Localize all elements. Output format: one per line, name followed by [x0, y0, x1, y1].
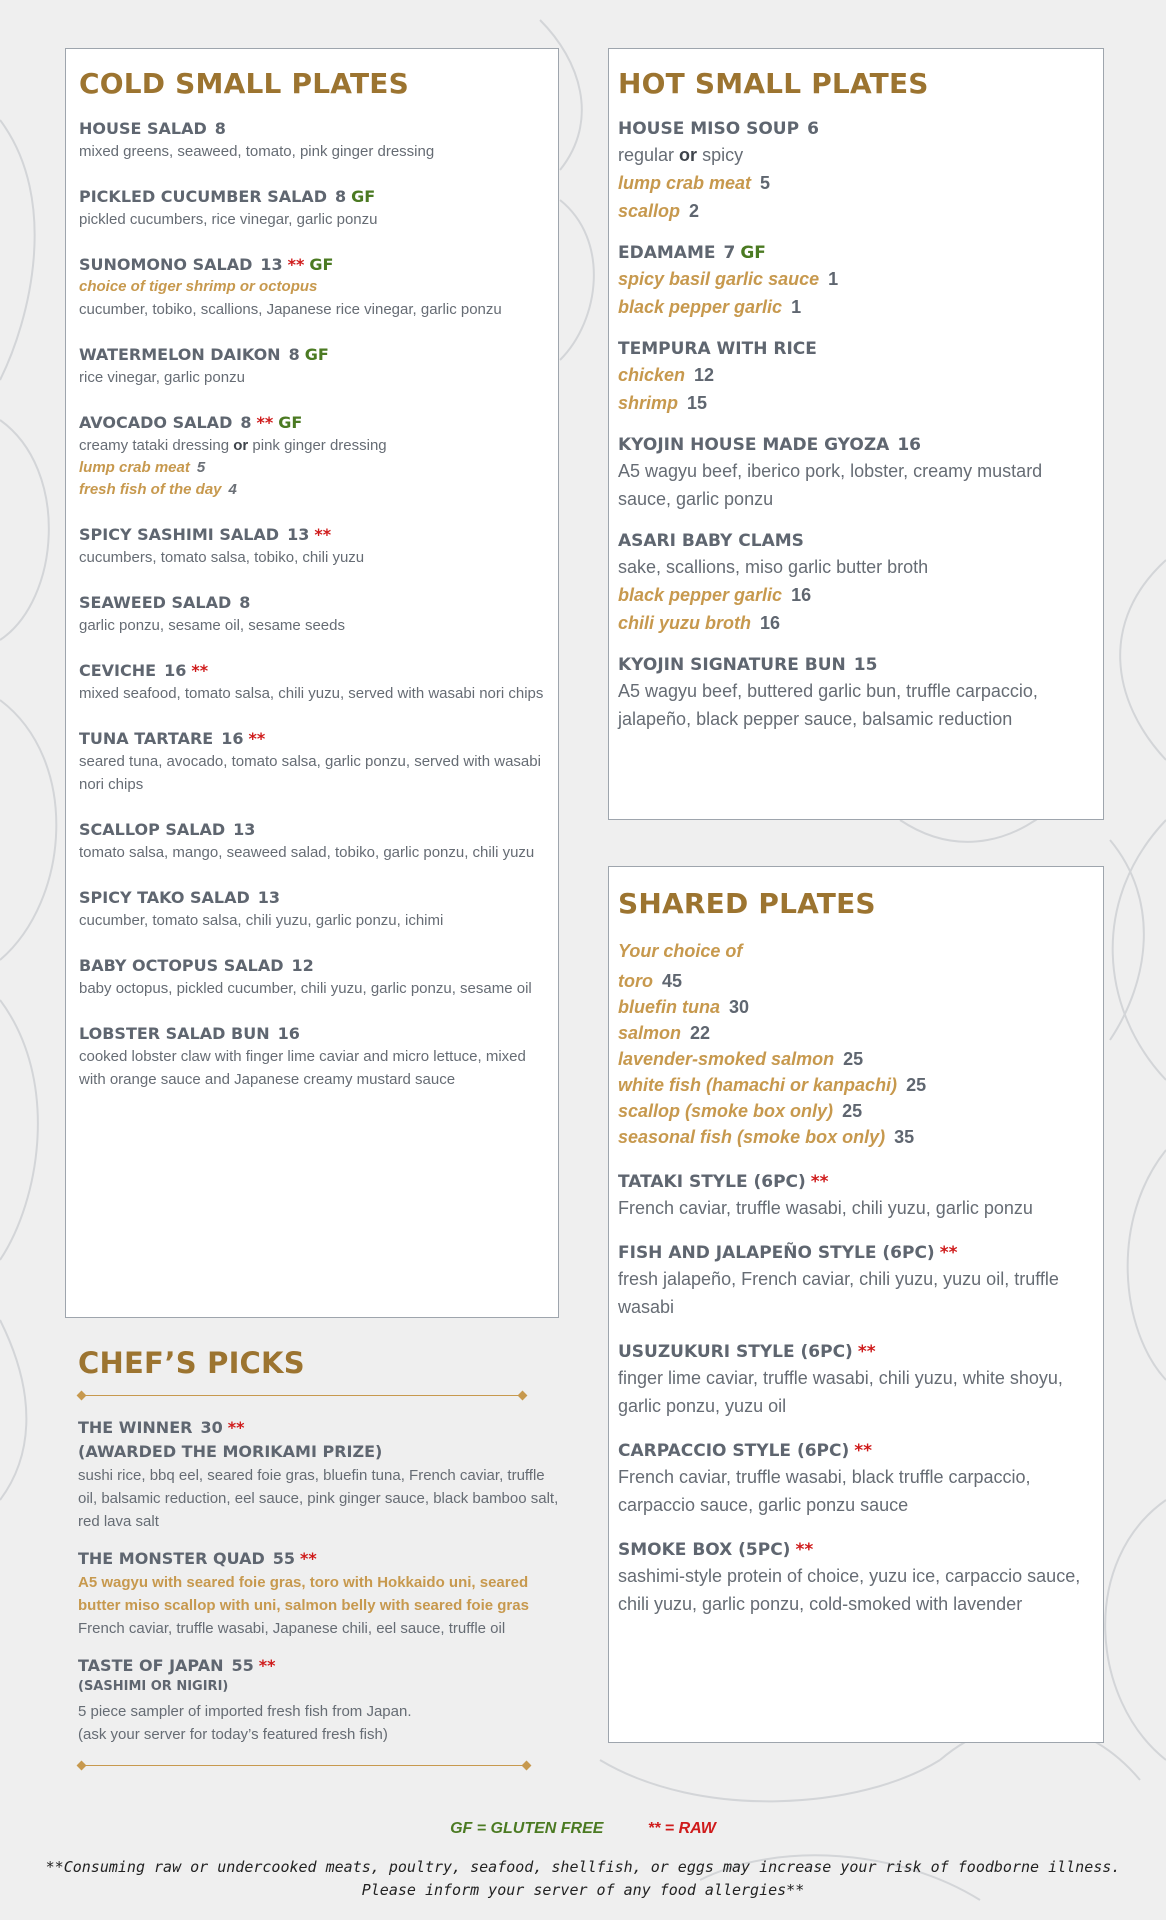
item-price: 16 [277, 1024, 300, 1043]
item-name: HOUSE SALAD [79, 119, 207, 138]
item-name: CEVICHE [79, 661, 157, 680]
option-label: lump crab meat [79, 459, 190, 476]
fish-choice [618, 994, 1093, 1020]
choice-price: 25 [842, 1101, 863, 1121]
item-name-line [78, 1416, 560, 1440]
chefs-pick-winner [78, 1416, 560, 1533]
item-price: 8 [288, 345, 300, 364]
item-name-line [618, 653, 1093, 677]
raw-marker: ** [256, 413, 274, 432]
fish-choice [618, 1020, 1093, 1046]
raw-marker: ** [795, 1540, 814, 1560]
item-name-line [79, 118, 544, 140]
item-description: sushi rice, bbq eel, seared foie gras, bluefin tuna, French caviar, truffle oil, balsamic reduction, eel sauce, pink ginger sauce, black bamboo salt, red lava salt [78, 1467, 559, 1530]
item-description: pickled cucumbers, rice vinegar, garlic ponzu [79, 211, 378, 228]
gluten-free-marker: GF [740, 243, 766, 263]
item-name: WATERMELON DAIKON [79, 345, 281, 364]
option-price: 1 [791, 297, 802, 317]
choice-label: scallop (smoke box only) [618, 1101, 834, 1121]
hot-menu-item [618, 433, 1093, 513]
choice-price: 22 [690, 1023, 711, 1043]
option-price: 15 [687, 393, 708, 413]
raw-key: ** = RAW [647, 1820, 716, 1837]
item-description: mixed seafood, tomato salsa, chili yuzu, served with wasabi nori chips [79, 685, 544, 702]
item-name: THE MONSTER QUAD [78, 1549, 265, 1568]
item-name: KYOJIN HOUSE MADE GYOZA [618, 435, 890, 455]
hot-menu-item [618, 529, 1093, 637]
option-label: spicy basil garlic sauce [618, 269, 820, 289]
item-name-line [78, 1547, 560, 1571]
item-name-line [79, 887, 544, 909]
cold-menu-item [79, 118, 544, 163]
item-name-line [618, 337, 1093, 361]
item-name: BABY OCTOPUS SALAD [79, 956, 284, 975]
choice-price: 45 [662, 971, 683, 991]
item-option [79, 276, 544, 298]
item-name: HOUSE MISO SOUP [618, 119, 800, 139]
item-description: seared tuna, avocado, tomato salsa, garlic ponzu, served with wasabi nori chips [79, 753, 541, 793]
chefs-pick-taste-of-japan [78, 1654, 560, 1746]
item-name: TEMPURA WITH RICE [618, 339, 817, 359]
description-part: spicy [702, 145, 744, 165]
shared-style-item [618, 1241, 1093, 1321]
choice-price: 25 [906, 1075, 927, 1095]
item-name-line [79, 955, 544, 977]
item-description: baby octopus, pickled cucumber, chili yuzu, garlic ponzu, sesame oil [79, 980, 532, 997]
fish-choice [618, 968, 1093, 994]
item-price: 12 [291, 956, 314, 975]
item-price: 13 [287, 525, 310, 544]
gluten-free-marker: GF [351, 187, 376, 206]
item-name-line [78, 1654, 560, 1678]
hot-menu-item [618, 117, 1093, 225]
item-name-line [618, 117, 1093, 141]
item-description: French caviar, truffle wasabi, Japanese chili, eel sauce, truffle oil [78, 1620, 506, 1637]
shared-style-item [618, 1340, 1093, 1420]
option-label: chili yuzu broth [618, 613, 751, 633]
item-price: 16 [164, 661, 187, 680]
item-name-line [79, 728, 544, 750]
raw-marker: ** [314, 525, 332, 544]
item-description: fresh jalapeño, French caviar, chili yuzu, yuzu oil, truffle wasabi [618, 1269, 1059, 1317]
shared-choices-list [618, 968, 1093, 1150]
description-or: or [233, 437, 249, 454]
item-subtitle: (AWARDED THE MORIKAMI PRIZE) [78, 1442, 383, 1461]
item-price: 16 [221, 729, 244, 748]
cold-small-plates-panel [65, 48, 559, 1318]
gold-divider-top [78, 1390, 526, 1402]
item-option [79, 457, 544, 479]
hot-items-list [618, 117, 1093, 733]
item-name: CARPACCIO STYLE (6PC) [618, 1441, 850, 1461]
chefs-picks-section [78, 1346, 560, 1772]
option-label: chicken [618, 365, 686, 385]
raw-marker: ** [248, 729, 266, 748]
item-name: SMOKE BOX (5PC) [618, 1540, 791, 1560]
item-option [618, 389, 1093, 417]
option-price: 12 [694, 365, 715, 385]
item-price: 13 [233, 820, 256, 839]
cold-menu-item [79, 728, 544, 796]
chefs-pick-monster-quad [78, 1547, 560, 1640]
choice-price: 30 [729, 997, 750, 1017]
shared-intro: Your choice of [618, 941, 743, 961]
option-price: 16 [791, 585, 812, 605]
shared-style-item [618, 1170, 1093, 1222]
item-description: mixed greens, seaweed, tomato, pink ginger dressing [79, 143, 435, 160]
raw-marker: ** [300, 1549, 317, 1568]
hot-menu-item [618, 241, 1093, 321]
choice-label: white fish (hamachi or kanpachi) [618, 1075, 898, 1095]
option-price: 1 [828, 269, 839, 289]
option-label: shrimp [618, 393, 679, 413]
choice-price: 25 [843, 1049, 864, 1069]
item-name: EDAMAME [618, 243, 716, 263]
item-name-line [618, 433, 1093, 457]
raw-marker: ** [810, 1172, 829, 1192]
option-price: 5 [760, 173, 771, 193]
item-name: USUZUKURI STYLE (6PC) [618, 1342, 853, 1362]
cold-menu-item [79, 819, 544, 864]
choice-label: bluefin tuna [618, 997, 720, 1017]
option-label: choice of tiger shrimp or octopus [79, 278, 318, 295]
gluten-free-marker: GF [304, 345, 329, 364]
food-safety-disclaimer [0, 1856, 1166, 1902]
item-price: 13 [260, 255, 283, 274]
item-description: cooked lobster claw with finger lime caviar and micro lettuce, mixed with orange sauce and Japanese creamy mustard sauce [79, 1048, 526, 1088]
item-option [79, 479, 544, 501]
disclaimer-line-1: **Consuming raw or undercooked meats, poultry, seafood, shellfish, or eggs may increase your risk of foodborne illness. [45, 1858, 1121, 1876]
item-price: 8 [334, 187, 347, 206]
description-part: pink ginger dressing [252, 437, 387, 454]
raw-marker: ** [939, 1243, 958, 1263]
item-price: 8 [240, 413, 252, 432]
item-subtitle: (SASHIMI OR NIGIRI) [78, 1679, 229, 1694]
cold-menu-item [79, 955, 544, 1000]
fish-choice [618, 1046, 1093, 1072]
raw-marker: ** [191, 661, 209, 680]
raw-marker: ** [227, 1418, 245, 1437]
cold-menu-item [79, 592, 544, 637]
item-name: ASARI BABY CLAMS [618, 531, 804, 551]
raw-marker: ** [258, 1656, 276, 1675]
menu-legend [0, 1820, 1166, 1838]
item-description-note: (ask your server for today’s featured fresh fish) [78, 1726, 388, 1743]
item-name-line [79, 819, 544, 841]
item-name-line [79, 412, 544, 434]
item-name: SCALLOP SALAD [79, 820, 226, 839]
item-name: AVOCADO SALAD [79, 413, 233, 432]
item-name-line [79, 186, 544, 208]
item-highlight: A5 wagyu with seared foie gras, toro with Hokkaido uni, seared butter miso scallop with uni, salmon belly with seared foie gras [78, 1574, 529, 1614]
item-name: THE WINNER [78, 1418, 193, 1437]
item-name-line [79, 660, 544, 682]
hot-menu-item [618, 337, 1093, 417]
chefs-picks-title: CHEF’S PICKS [78, 1346, 305, 1380]
item-price: 30 [200, 1418, 223, 1437]
item-name: SUNOMONO SALAD [79, 255, 253, 274]
item-name: PICKLED CUCUMBER SALAD [79, 187, 327, 206]
item-price: 55 [272, 1549, 296, 1568]
option-price: 2 [689, 201, 700, 221]
item-name-line [618, 529, 1093, 553]
item-option [618, 361, 1093, 389]
cold-menu-item [79, 524, 544, 569]
cold-menu-item [79, 1023, 544, 1091]
cold-menu-item [79, 887, 544, 932]
item-name-line [618, 1241, 1093, 1265]
raw-marker: ** [857, 1342, 876, 1362]
item-name: SPICY TAKO SALAD [79, 888, 250, 907]
fish-choice [618, 1124, 1093, 1150]
item-option [618, 609, 1093, 637]
item-name-line [618, 1439, 1093, 1463]
item-name-line [79, 254, 544, 276]
item-name: LOBSTER SALAD BUN [79, 1024, 270, 1043]
gold-divider-bottom [78, 1760, 530, 1772]
item-name: TATAKI STYLE (6PC) [618, 1172, 806, 1192]
cold-menu-item [79, 254, 544, 321]
choice-label: lavender-smoked salmon [618, 1049, 835, 1069]
item-name-line [79, 344, 544, 366]
cold-items-list [79, 118, 544, 1091]
cold-menu-item [79, 186, 544, 231]
hot-small-plates-title: HOT SMALL PLATES [618, 67, 929, 100]
cold-small-plates-title: COLD SMALL PLATES [79, 67, 409, 100]
item-description: French caviar, truffle wasabi, black truffle carpaccio, carpaccio sauce, garlic ponzu sauce [618, 1467, 1031, 1515]
item-option [618, 581, 1093, 609]
fish-choice [618, 1072, 1093, 1098]
option-label: black pepper garlic [618, 297, 783, 317]
item-price: 13 [257, 888, 281, 907]
item-description: cucumbers, tomato salsa, tobiko, chili yuzu [79, 549, 365, 566]
option-price: 16 [760, 613, 781, 633]
item-name: SEAWEED SALAD [79, 593, 232, 612]
item-price: 7 [723, 243, 736, 263]
item-description [618, 141, 1093, 169]
item-description: A5 wagyu beef, buttered garlic bun, truffle carpaccio, jalapeño, black pepper sauce, balsamic reduction [618, 681, 1038, 729]
item-price: 8 [214, 119, 226, 138]
item-name: FISH AND JALAPEÑO STYLE (6PC) [618, 1243, 935, 1263]
item-description: French caviar, truffle wasabi, chili yuzu, garlic ponzu [618, 1198, 1033, 1218]
item-name: KYOJIN SIGNATURE BUN [618, 655, 846, 675]
choice-label: toro [618, 971, 653, 991]
item-name-line [79, 524, 544, 546]
item-name-line [618, 1538, 1093, 1562]
description-part: creamy tataki dressing [79, 437, 230, 454]
option-label: black pepper garlic [618, 585, 783, 605]
shared-styles-list [618, 1170, 1093, 1618]
item-description [79, 434, 544, 457]
item-name-line [618, 1340, 1093, 1364]
item-price: 55 [231, 1656, 254, 1675]
cold-menu-item [79, 344, 544, 389]
item-price: 8 [239, 593, 251, 612]
item-price: 6 [807, 119, 819, 139]
item-name-line [618, 1170, 1093, 1194]
item-price: 16 [897, 435, 921, 455]
option-price: 4 [228, 481, 237, 498]
item-description: A5 wagyu beef, iberico pork, lobster, creamy mustard sauce, garlic ponzu [618, 461, 1043, 509]
shared-plates-panel [608, 866, 1104, 1743]
item-name-line [79, 1023, 544, 1045]
item-name-line [618, 241, 1093, 265]
item-description: tomato salsa, mango, seaweed salad, tobiko, garlic ponzu, chili yuzu [79, 844, 535, 861]
item-description: sake, scallions, miso garlic butter broth [618, 557, 929, 577]
item-description: 5 piece sampler of imported fresh fish from Japan. [78, 1703, 412, 1720]
item-name-line [79, 592, 544, 614]
option-label: scallop [618, 201, 681, 221]
item-description: garlic ponzu, sesame oil, sesame seeds [79, 617, 345, 634]
item-description: sashimi-style protein of choice, yuzu ice, carpaccio sauce, chili yuzu, garlic ponzu, cold-smoked with lavender [618, 1566, 1081, 1614]
option-price: 5 [196, 459, 206, 476]
cold-menu-item [79, 412, 544, 501]
shared-style-item [618, 1538, 1093, 1618]
option-label: lump crab meat [618, 173, 752, 193]
fish-choice [618, 1098, 1093, 1124]
disclaimer-line-2: Please inform your server of any food allergies** [361, 1881, 805, 1899]
item-name: TASTE OF JAPAN [78, 1656, 224, 1675]
description-or: or [679, 145, 698, 165]
choice-label: salmon [618, 1023, 682, 1043]
shared-style-item [618, 1439, 1093, 1519]
item-description: finger lime caviar, truffle wasabi, chili yuzu, white shoyu, garlic ponzu, yuzu oil [618, 1368, 1063, 1416]
item-description: cucumber, tomato salsa, chili yuzu, garlic ponzu, ichimi [79, 912, 444, 929]
hot-menu-item [618, 653, 1093, 733]
item-description: cucumber, tobiko, scallions, Japanese rice vinegar, garlic ponzu [79, 301, 502, 318]
choice-price: 35 [894, 1127, 915, 1147]
item-description: rice vinegar, garlic ponzu [79, 369, 245, 386]
item-name: SPICY SASHIMI SALAD [79, 525, 280, 544]
raw-marker: ** [287, 255, 305, 274]
hot-small-plates-panel [608, 48, 1104, 820]
item-price: 15 [853, 655, 878, 675]
raw-marker: ** [854, 1441, 873, 1461]
item-name: TUNA TARTARE [79, 729, 214, 748]
item-option [618, 265, 1093, 293]
shared-plates-title: SHARED PLATES [618, 887, 876, 920]
gluten-free-marker: GF [278, 413, 303, 432]
option-label: fresh fish of the day [79, 481, 222, 498]
item-option [618, 293, 1093, 321]
cold-menu-item [79, 660, 544, 705]
item-option [618, 169, 1093, 197]
item-option [618, 197, 1093, 225]
gluten-free-key: GF = GLUTEN FREE [450, 1820, 604, 1837]
choice-label: seasonal fish (smoke box only) [618, 1127, 886, 1147]
gluten-free-marker: GF [309, 255, 334, 274]
description-part: regular [618, 145, 675, 165]
